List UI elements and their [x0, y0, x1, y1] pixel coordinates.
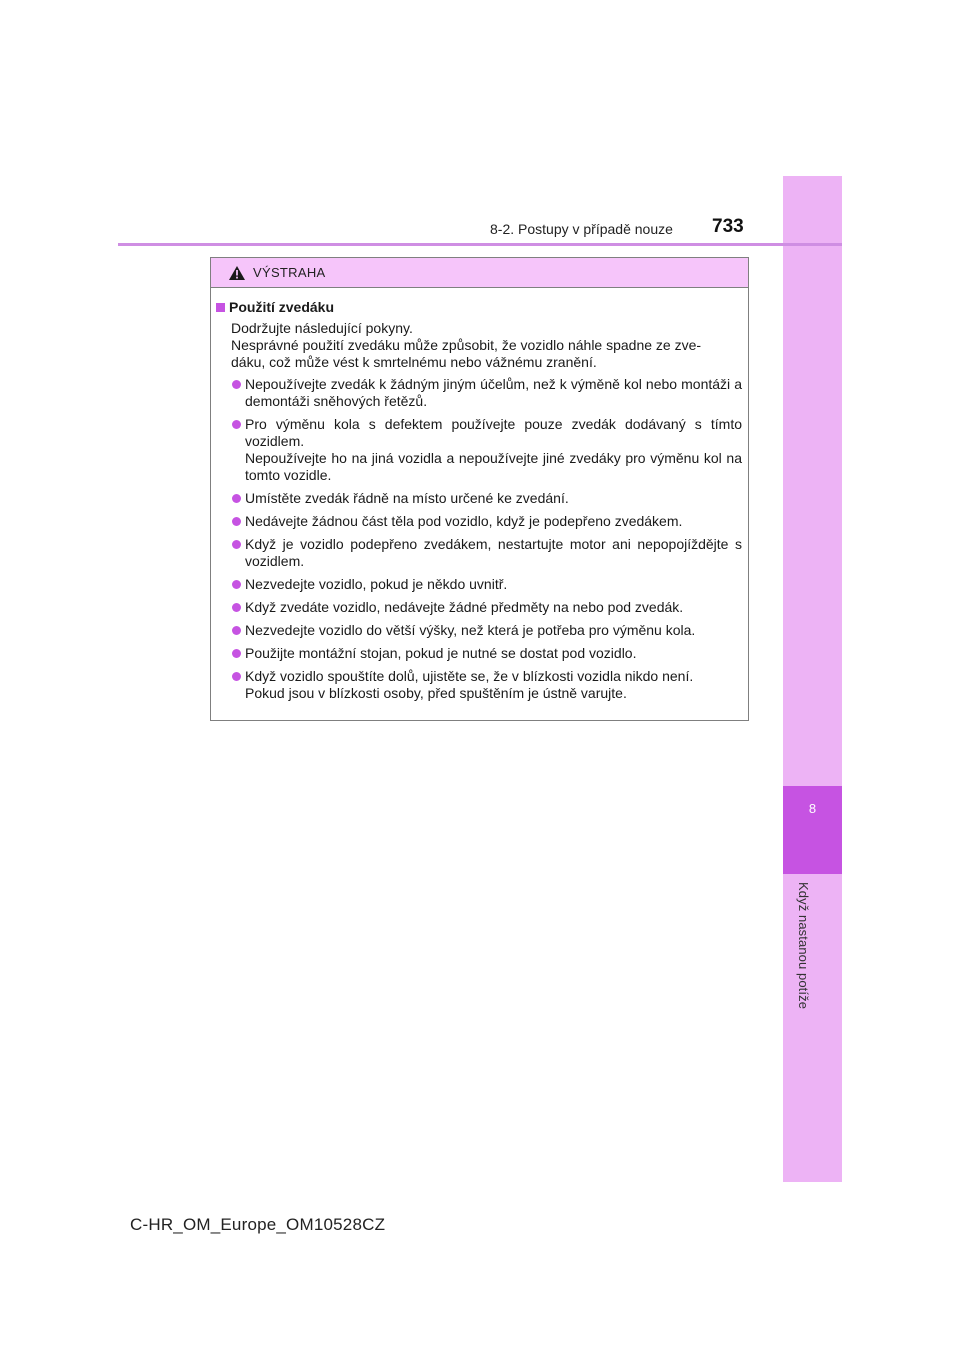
bullet-icon	[232, 580, 241, 589]
list-item-line: Pro výměnu kola s defektem používejte pouze zvedák dodávaný s tímto vozidlem.	[245, 416, 742, 449]
bullet-icon	[232, 380, 241, 389]
list-item	[215, 599, 742, 616]
subheading	[215, 299, 742, 316]
intro-line: Nesprávné použití zvedáku může způsobit, že vozidlo náhle spadne ze zve-	[231, 337, 702, 353]
intro-line: Dodržujte následující pokyny.	[231, 320, 413, 336]
section-title: 8-2. Postupy v případě nouze	[490, 221, 673, 237]
list-item	[215, 622, 742, 639]
list-item	[215, 536, 742, 570]
intro-line: dáku, což může vést k smrtelnému nebo vážnému zranění.	[231, 354, 597, 370]
bullet-icon	[232, 517, 241, 526]
list-item-line: Když vozidlo spouštíte dolů, ujistěte se, že v blízkosti vozidla nikdo není.	[245, 668, 694, 684]
chapter-number-tab	[783, 786, 842, 874]
list-item	[215, 416, 742, 484]
bullet-icon	[232, 420, 241, 429]
list-item	[215, 668, 742, 702]
bullet-icon	[232, 672, 241, 681]
list-item-line: Nepoužívejte ho na jiná vozidla a nepoužívejte jiné zvedáky pro výměnu kol na tomto vozidle.	[245, 450, 742, 483]
chapter-number: 8	[808, 801, 817, 816]
list-item	[215, 376, 742, 410]
list-item	[215, 490, 742, 507]
list-item-text: Použijte montážní stojan, pokud je nutné se dostat pod vozidlo.	[245, 645, 637, 661]
list-item-line: Pokud jsou v blízkosti osoby, před spuštěním je ústně varujte.	[245, 685, 627, 701]
list-item-text	[245, 668, 742, 702]
list-item-text: Když zvedáte vozidlo, nedávejte žádné předměty na nebo pod zvedák.	[245, 599, 684, 615]
list-item-text: Nedávejte žádnou část těla pod vozidlo, když je podepřeno zvedákem.	[245, 513, 683, 529]
warning-list	[215, 376, 742, 702]
warning-triangle-icon	[228, 265, 246, 281]
list-item-text	[245, 416, 742, 484]
list-item	[215, 513, 742, 530]
bullet-icon	[232, 649, 241, 658]
warning-body	[211, 288, 748, 702]
document-code: C-HR_OM_Europe_OM10528CZ	[130, 1215, 386, 1234]
subheading-text: Použití zvedáku	[229, 299, 335, 315]
list-item-text: Nezvedejte vozidlo, pokud je někdo uvnitř.	[245, 576, 508, 592]
bullet-icon	[232, 494, 241, 503]
list-item-text: Umístěte zvedák řádně na místo určené ke zvedání.	[245, 490, 569, 506]
warning-box	[210, 257, 749, 721]
list-item-text: Nezvedejte vozidlo do větší výšky, než která je potřeba pro výměnu kola.	[245, 622, 696, 638]
warning-title: VÝSTRAHA	[253, 265, 326, 280]
bullet-icon	[232, 540, 241, 549]
bullet-icon	[232, 603, 241, 612]
square-bullet-icon	[216, 303, 225, 312]
list-item-text: Nepoužívejte zvedák k žádným jiným účelům, než k výměně kol nebo montáži a demontáži sněhových řetězů.	[245, 376, 742, 409]
chapter-title: Když nastanou potíže	[796, 882, 811, 1010]
header-rule	[118, 243, 842, 246]
list-item	[215, 576, 742, 593]
bullet-icon	[232, 626, 241, 635]
page-number: 733	[712, 216, 744, 237]
intro-paragraph	[215, 320, 742, 371]
warning-header	[211, 258, 748, 288]
list-item-text: Když je vozidlo podepřeno zvedákem, nestartujte motor ani nepopojíždějte s vozidlem.	[245, 536, 742, 569]
list-item	[215, 645, 742, 662]
chapter-side-tab	[783, 176, 842, 1182]
